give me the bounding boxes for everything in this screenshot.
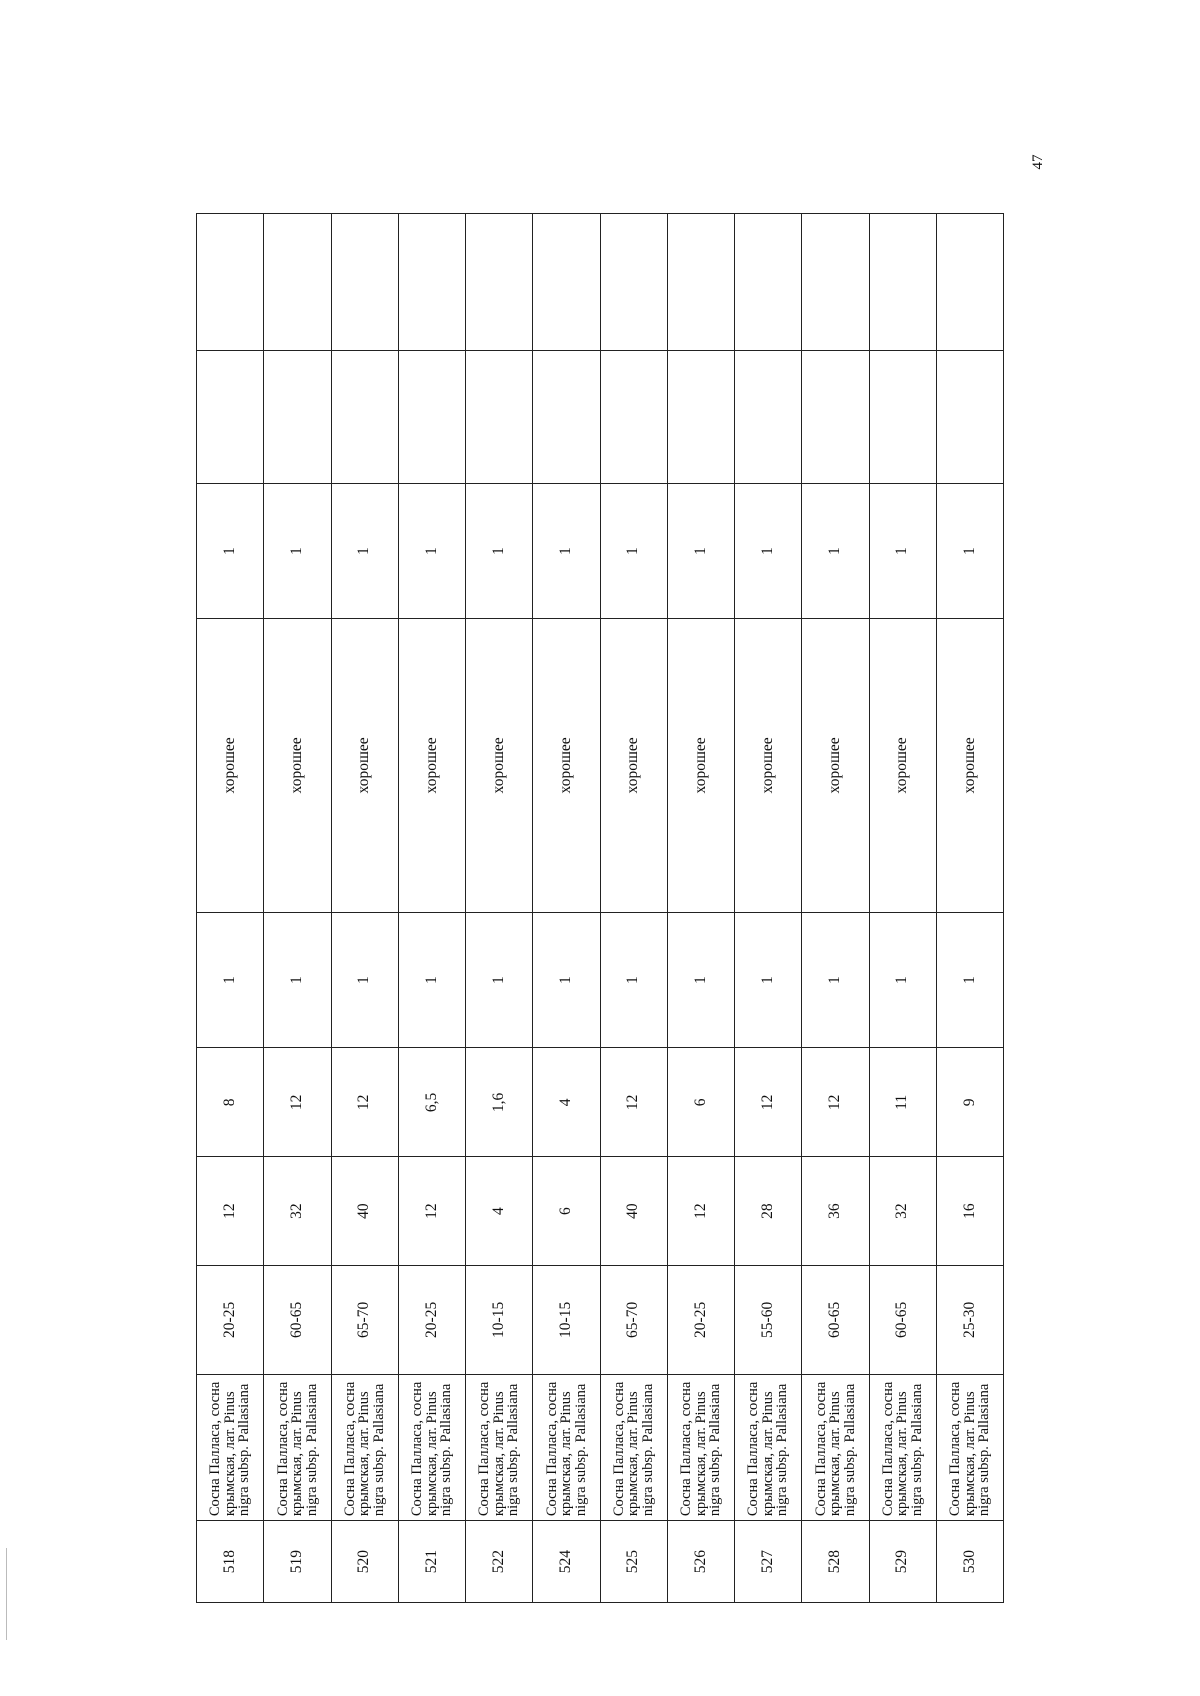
height-cell: 12: [735, 1048, 802, 1157]
table-row: [936, 214, 1003, 1603]
condition-cell: хорошее: [197, 618, 264, 912]
height-cell: 12: [331, 1048, 398, 1157]
trunk-diameter-cell: 12: [667, 1157, 734, 1266]
condition-cell: хорошее: [533, 618, 600, 912]
condition-cell: хорошее: [600, 618, 667, 912]
empty-cell: [735, 214, 802, 351]
empty-cell: [331, 350, 398, 484]
species-cell: Сосна Палласа, сосна крымская, лат. Pinus nigra subsp. Pallasiana: [331, 1374, 398, 1520]
species-cell: Сосна Палласа, сосна крымская, лат. Pinus nigra subsp. Pallasiana: [802, 1374, 869, 1520]
age-cell: 55-60: [735, 1266, 802, 1375]
count-cell: 1: [600, 912, 667, 1048]
condition-cell: хорошее: [331, 618, 398, 912]
tree-number-cell: 519: [264, 1521, 331, 1603]
empty-cell: [600, 214, 667, 351]
height-cell: 4: [533, 1048, 600, 1157]
table-row: [398, 214, 465, 1603]
age-cell: 60-65: [264, 1266, 331, 1375]
empty-cell: [398, 350, 465, 484]
table-frame: [196, 213, 1004, 1603]
table-row: [869, 214, 936, 1603]
height-cell: 11: [869, 1048, 936, 1157]
species-cell: Сосна Палласа, сосна крымская, лат. Pinus nigra subsp. Pallasiana: [197, 1374, 264, 1520]
age-cell: 20-25: [197, 1266, 264, 1375]
age-cell: 20-25: [398, 1266, 465, 1375]
age-cell: 20-25: [667, 1266, 734, 1375]
trunk-diameter-cell: 6: [533, 1157, 600, 1266]
empty-cell: [667, 350, 734, 484]
empty-cell: [869, 214, 936, 351]
count-cell: 1: [466, 912, 533, 1048]
age-cell: 60-65: [869, 1266, 936, 1375]
height-cell: 1,6: [466, 1048, 533, 1157]
empty-cell: [264, 350, 331, 484]
count-cell: 1: [331, 912, 398, 1048]
species-cell: Сосна Палласа, сосна крымская, лат. Pinus nigra subsp. Pallasiana: [869, 1374, 936, 1520]
tree-inventory-table: [196, 213, 1004, 1603]
quantity-cell: 1: [735, 484, 802, 619]
height-cell: 12: [802, 1048, 869, 1157]
empty-cell: [802, 214, 869, 351]
tree-number-cell: 520: [331, 1521, 398, 1603]
species-cell: Сосна Палласа, сосна крымская, лат. Pinus nigra subsp. Pallasiana: [398, 1374, 465, 1520]
condition-cell: хорошее: [936, 618, 1003, 912]
tree-number-cell: 526: [667, 1521, 734, 1603]
table-row: [533, 214, 600, 1603]
trunk-diameter-cell: 32: [869, 1157, 936, 1266]
tree-number-cell: 521: [398, 1521, 465, 1603]
quantity-cell: 1: [264, 484, 331, 619]
table-row: [600, 214, 667, 1603]
empty-cell: [869, 350, 936, 484]
empty-cell: [197, 350, 264, 484]
trunk-diameter-cell: 16: [936, 1157, 1003, 1266]
empty-cell: [936, 350, 1003, 484]
count-cell: 1: [398, 912, 465, 1048]
quantity-cell: 1: [667, 484, 734, 619]
quantity-cell: 1: [398, 484, 465, 619]
empty-cell: [398, 214, 465, 351]
tree-number-cell: 530: [936, 1521, 1003, 1603]
empty-cell: [667, 214, 734, 351]
age-cell: 65-70: [600, 1266, 667, 1375]
age-cell: 25-30: [936, 1266, 1003, 1375]
table-row: [802, 214, 869, 1603]
table-row: [264, 214, 331, 1603]
quantity-cell: 1: [600, 484, 667, 619]
empty-cell: [533, 214, 600, 351]
empty-cell: [466, 214, 533, 351]
condition-cell: хорошее: [869, 618, 936, 912]
table-row: [197, 214, 264, 1603]
species-cell: Сосна Палласа, сосна крымская, лат. Pinus nigra subsp. Pallasiana: [600, 1374, 667, 1520]
tree-number-cell: 518: [197, 1521, 264, 1603]
scan-edge-mark: [6, 1548, 7, 1640]
empty-cell: [533, 350, 600, 484]
count-cell: 1: [197, 912, 264, 1048]
trunk-diameter-cell: 12: [197, 1157, 264, 1266]
quantity-cell: 1: [869, 484, 936, 619]
count-cell: 1: [802, 912, 869, 1048]
table-row: [466, 214, 533, 1603]
empty-cell: [264, 214, 331, 351]
species-cell: Сосна Палласа, сосна крымская, лат. Pinus nigra subsp. Pallasiana: [667, 1374, 734, 1520]
quantity-cell: 1: [466, 484, 533, 619]
count-cell: 1: [667, 912, 734, 1048]
height-cell: 12: [600, 1048, 667, 1157]
tree-number-cell: 528: [802, 1521, 869, 1603]
species-cell: Сосна Палласа, сосна крымская, лат. Pinus nigra subsp. Pallasiana: [735, 1374, 802, 1520]
tree-number-cell: 524: [533, 1521, 600, 1603]
empty-cell: [197, 214, 264, 351]
tree-number-cell: 522: [466, 1521, 533, 1603]
table-row: [667, 214, 734, 1603]
trunk-diameter-cell: 36: [802, 1157, 869, 1266]
quantity-cell: 1: [331, 484, 398, 619]
trunk-diameter-cell: 40: [331, 1157, 398, 1266]
age-cell: 60-65: [802, 1266, 869, 1375]
tree-number-cell: 527: [735, 1521, 802, 1603]
tree-number-cell: 529: [869, 1521, 936, 1603]
condition-cell: хорошее: [735, 618, 802, 912]
condition-cell: хорошее: [667, 618, 734, 912]
condition-cell: хорошее: [802, 618, 869, 912]
condition-cell: хорошее: [466, 618, 533, 912]
quantity-cell: 1: [936, 484, 1003, 619]
age-cell: 10-15: [466, 1266, 533, 1375]
empty-cell: [735, 350, 802, 484]
page-number: 47: [1030, 154, 1046, 170]
quantity-cell: 1: [197, 484, 264, 619]
age-cell: 10-15: [533, 1266, 600, 1375]
empty-cell: [600, 350, 667, 484]
trunk-diameter-cell: 12: [398, 1157, 465, 1266]
height-cell: 6,5: [398, 1048, 465, 1157]
trunk-diameter-cell: 32: [264, 1157, 331, 1266]
count-cell: 1: [264, 912, 331, 1048]
species-cell: Сосна Палласа, сосна крымская, лат. Pinus nigra subsp. Pallasiana: [264, 1374, 331, 1520]
age-cell: 65-70: [331, 1266, 398, 1375]
trunk-diameter-cell: 40: [600, 1157, 667, 1266]
empty-cell: [466, 350, 533, 484]
empty-cell: [802, 350, 869, 484]
height-cell: 6: [667, 1048, 734, 1157]
empty-cell: [936, 214, 1003, 351]
trunk-diameter-cell: 4: [466, 1157, 533, 1266]
condition-cell: хорошее: [398, 618, 465, 912]
species-cell: Сосна Палласа, сосна крымская, лат. Pinus nigra subsp. Pallasiana: [466, 1374, 533, 1520]
count-cell: 1: [936, 912, 1003, 1048]
species-cell: Сосна Палласа, сосна крымская, лат. Pinus nigra subsp. Pallasiana: [533, 1374, 600, 1520]
height-cell: 8: [197, 1048, 264, 1157]
species-cell: Сосна Палласа, сосна крымская, лат. Pinus nigra subsp. Pallasiana: [936, 1374, 1003, 1520]
empty-cell: [331, 214, 398, 351]
count-cell: 1: [735, 912, 802, 1048]
count-cell: 1: [869, 912, 936, 1048]
quantity-cell: 1: [802, 484, 869, 619]
table-row: [331, 214, 398, 1603]
condition-cell: хорошее: [264, 618, 331, 912]
count-cell: 1: [533, 912, 600, 1048]
height-cell: 9: [936, 1048, 1003, 1157]
quantity-cell: 1: [533, 484, 600, 619]
trunk-diameter-cell: 28: [735, 1157, 802, 1266]
table-row: [735, 214, 802, 1603]
height-cell: 12: [264, 1048, 331, 1157]
tree-number-cell: 525: [600, 1521, 667, 1603]
